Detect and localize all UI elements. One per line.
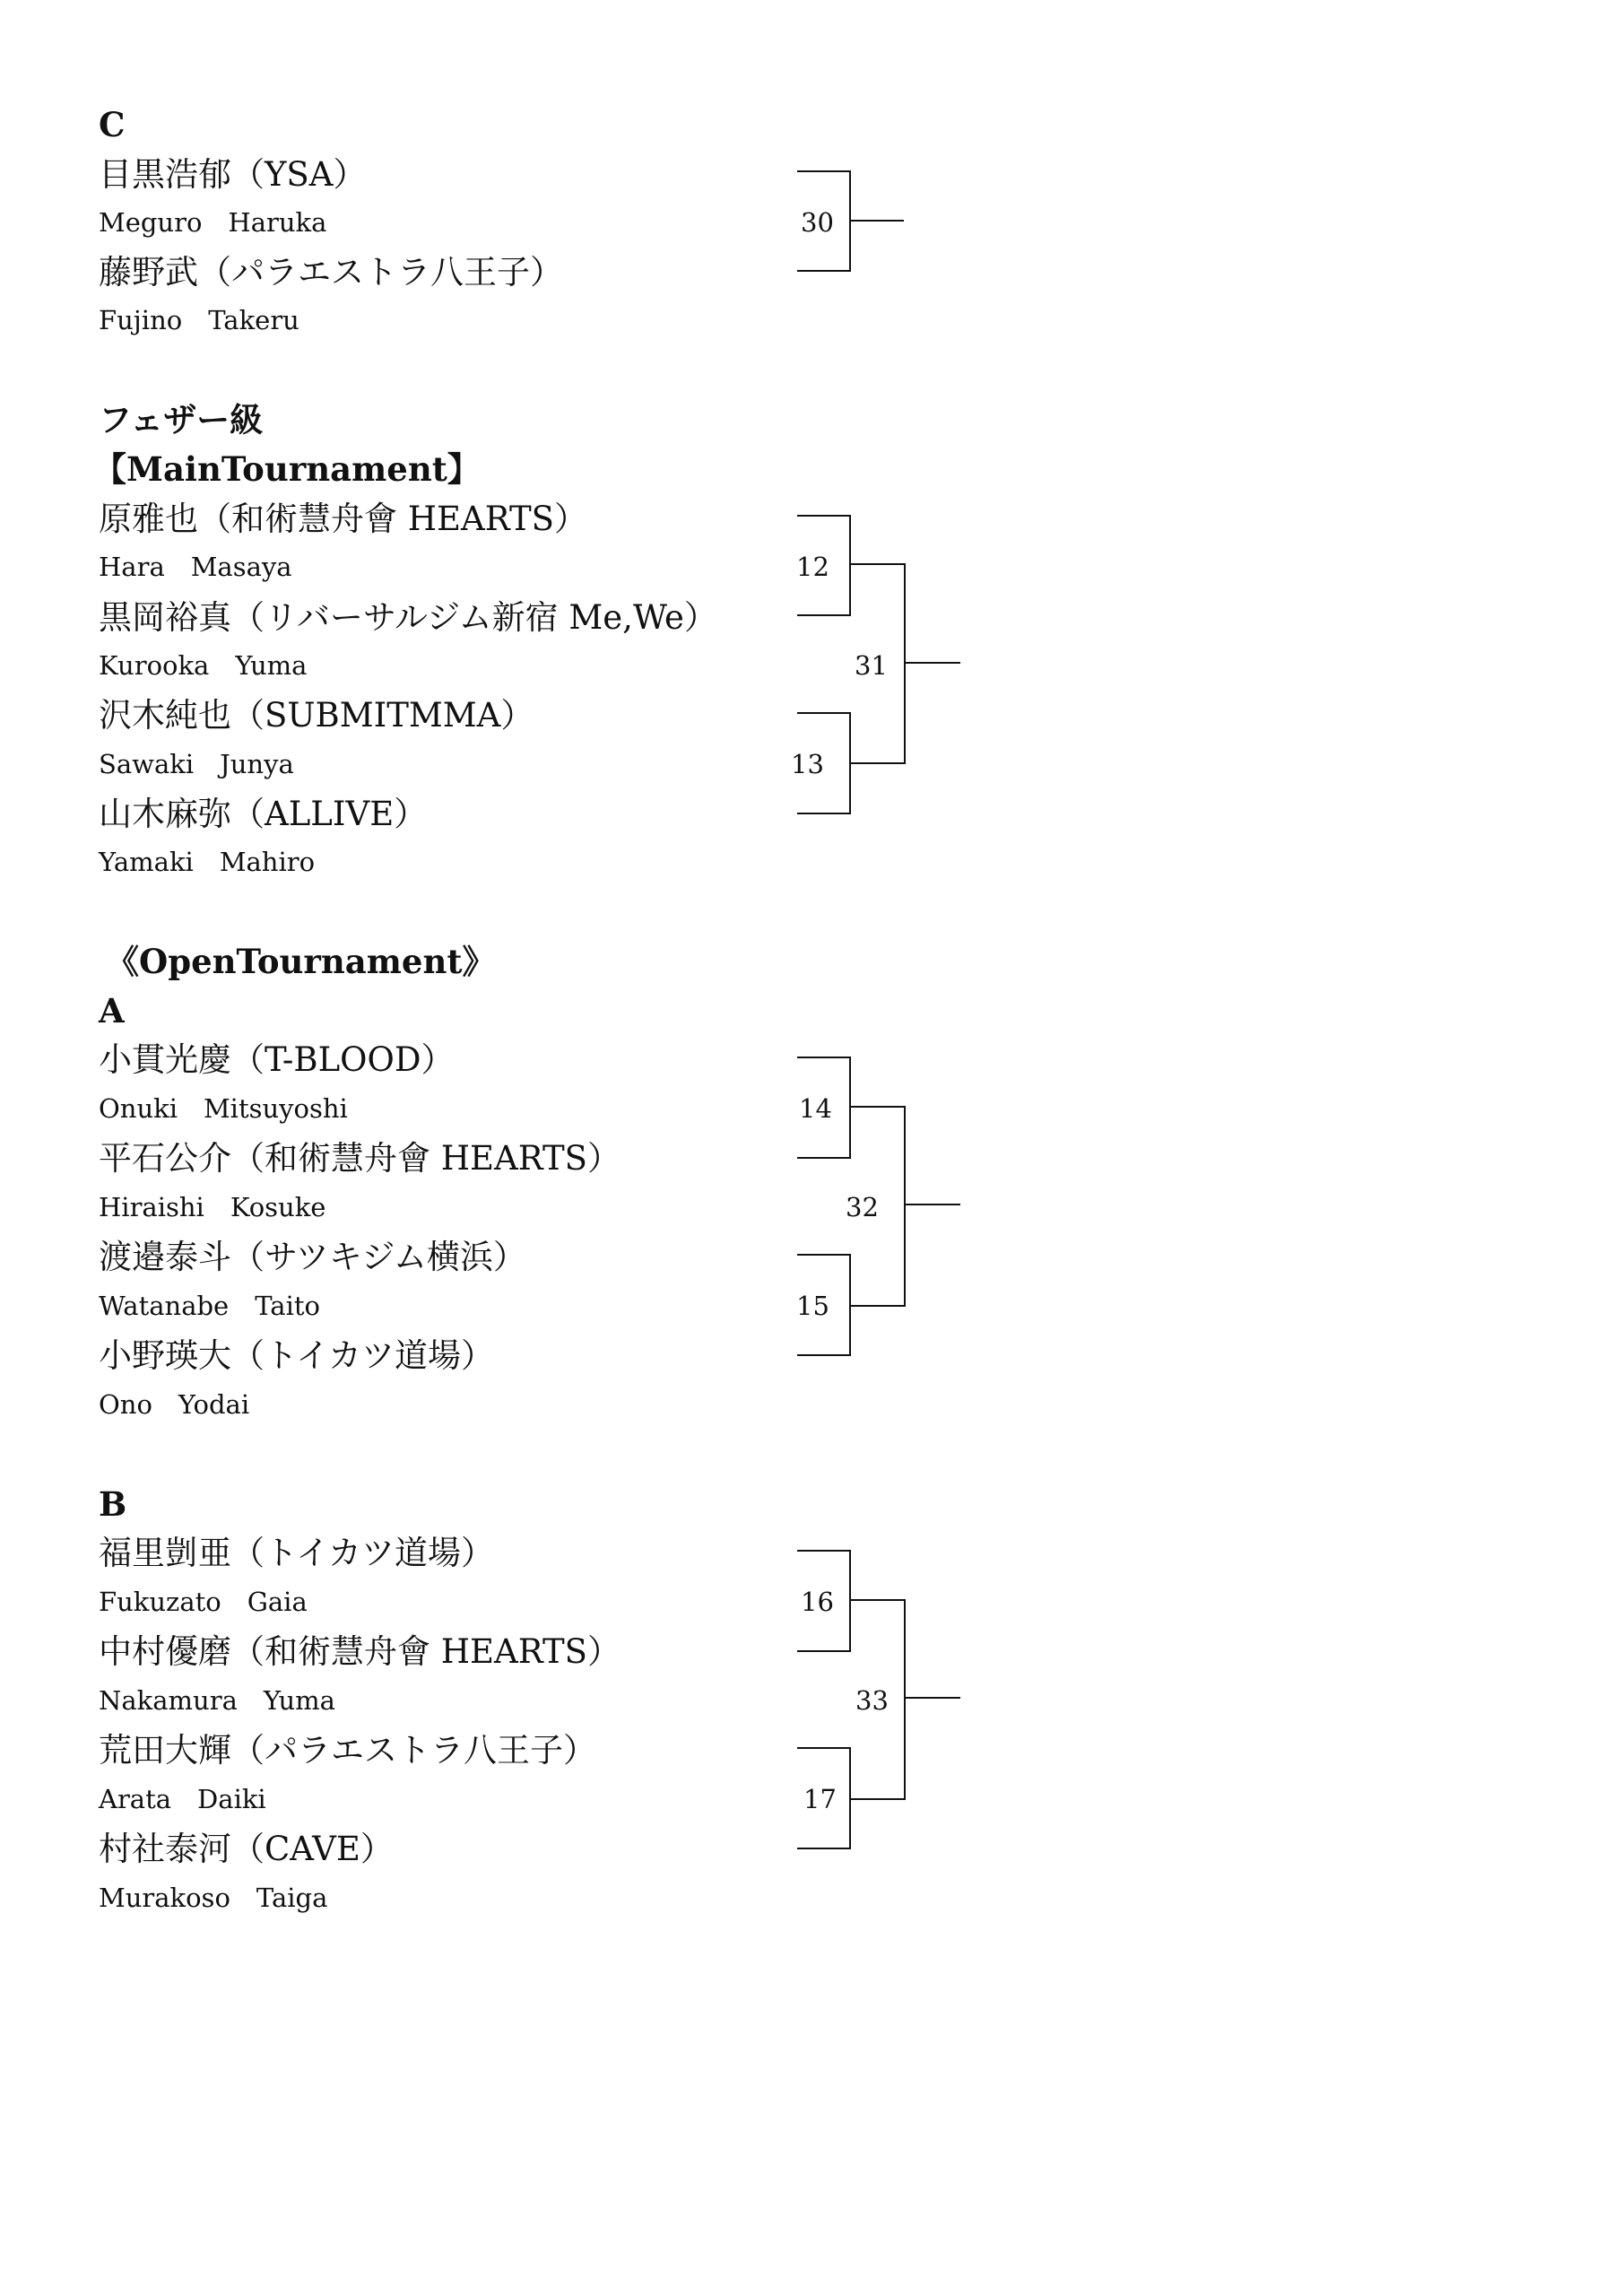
- player-name-jp: 原雅也（和術慧舟會 HEARTS）: [99, 500, 587, 538]
- player-name-jp: 小野瑛大（トイカツ道場）: [99, 1336, 495, 1375]
- player-name-en: Murakoso Taiga: [99, 1883, 328, 1913]
- match-number: 31: [855, 650, 888, 681]
- match-number: 16: [801, 1587, 834, 1617]
- player-name-en: Onuki Mitsuyoshi: [99, 1093, 348, 1124]
- bracket-line: [905, 1204, 960, 1205]
- player-name-en: Ono Yodai: [99, 1389, 250, 1420]
- match-number: 15: [796, 1291, 829, 1321]
- player-name-en: Hiraishi Kosuke: [99, 1192, 326, 1222]
- player-name-jp: 平石公介（和術慧舟會 HEARTS）: [99, 1139, 621, 1178]
- player-name-en: Fujino Takeru: [99, 305, 299, 335]
- weight-class-title: フェザー級: [99, 400, 264, 439]
- player-name-jp: 小貫光慶（T-BLOOD）: [99, 1040, 455, 1079]
- match-number: 33: [855, 1685, 889, 1716]
- match-number: 17: [803, 1784, 837, 1814]
- player-name-jp: 中村優磨（和術慧舟會 HEARTS）: [99, 1632, 621, 1671]
- player-name-jp: 渡邉泰斗（サツキジム横浜）: [99, 1238, 526, 1276]
- section-label-b: B: [99, 1484, 127, 1524]
- match-number: 32: [846, 1192, 879, 1222]
- player-name-en: Meguro Haruka: [99, 207, 327, 238]
- player-name-en: Arata Daiki: [99, 1784, 266, 1814]
- player-name-en: Yamaki Mahiro: [99, 847, 316, 877]
- match-number: 13: [791, 749, 824, 779]
- player-name-en: Fukuzato Gaia: [99, 1587, 308, 1617]
- match-number: 30: [801, 207, 834, 238]
- player-name-jp: 黒岡裕真（リバーサルジム新宿 Me,We）: [99, 598, 717, 637]
- bracket-line: [905, 1697, 960, 1699]
- match-number: 14: [799, 1093, 832, 1124]
- player-name-en: Kurooka Yuma: [99, 650, 308, 681]
- bracket-line: [905, 662, 960, 664]
- player-name-jp: 荒田大輝（パラエストラ八王子）: [99, 1731, 596, 1770]
- bracket-line: [850, 220, 904, 222]
- player-name-jp: 目黒浩郁（YSA）: [99, 155, 367, 194]
- player-name-en: Nakamura Yuma: [99, 1685, 335, 1716]
- player-name-en: Hara Masaya: [99, 552, 292, 582]
- section-label-c: C: [99, 105, 126, 144]
- player-name-jp: 福里剴亜（トイカツ道場）: [99, 1534, 495, 1572]
- section-label-a: A: [99, 991, 125, 1031]
- player-name-jp: 沢木純也（SUBMITMMA）: [99, 696, 534, 735]
- match-number: 12: [796, 552, 829, 582]
- player-name-jp: 村社泰河（CAVE）: [99, 1830, 394, 1868]
- tournament-label-open: 《OpenTournament》: [106, 942, 496, 981]
- player-name-en: Watanabe Taito: [99, 1291, 320, 1321]
- player-name-jp: 山木麻弥（ALLIVE）: [99, 795, 428, 833]
- player-name-en: Sawaki Junya: [99, 749, 294, 779]
- tournament-label-main: 【MainTournament】: [93, 449, 481, 489]
- player-name-jp: 藤野武（パラエストラ八王子）: [99, 253, 563, 291]
